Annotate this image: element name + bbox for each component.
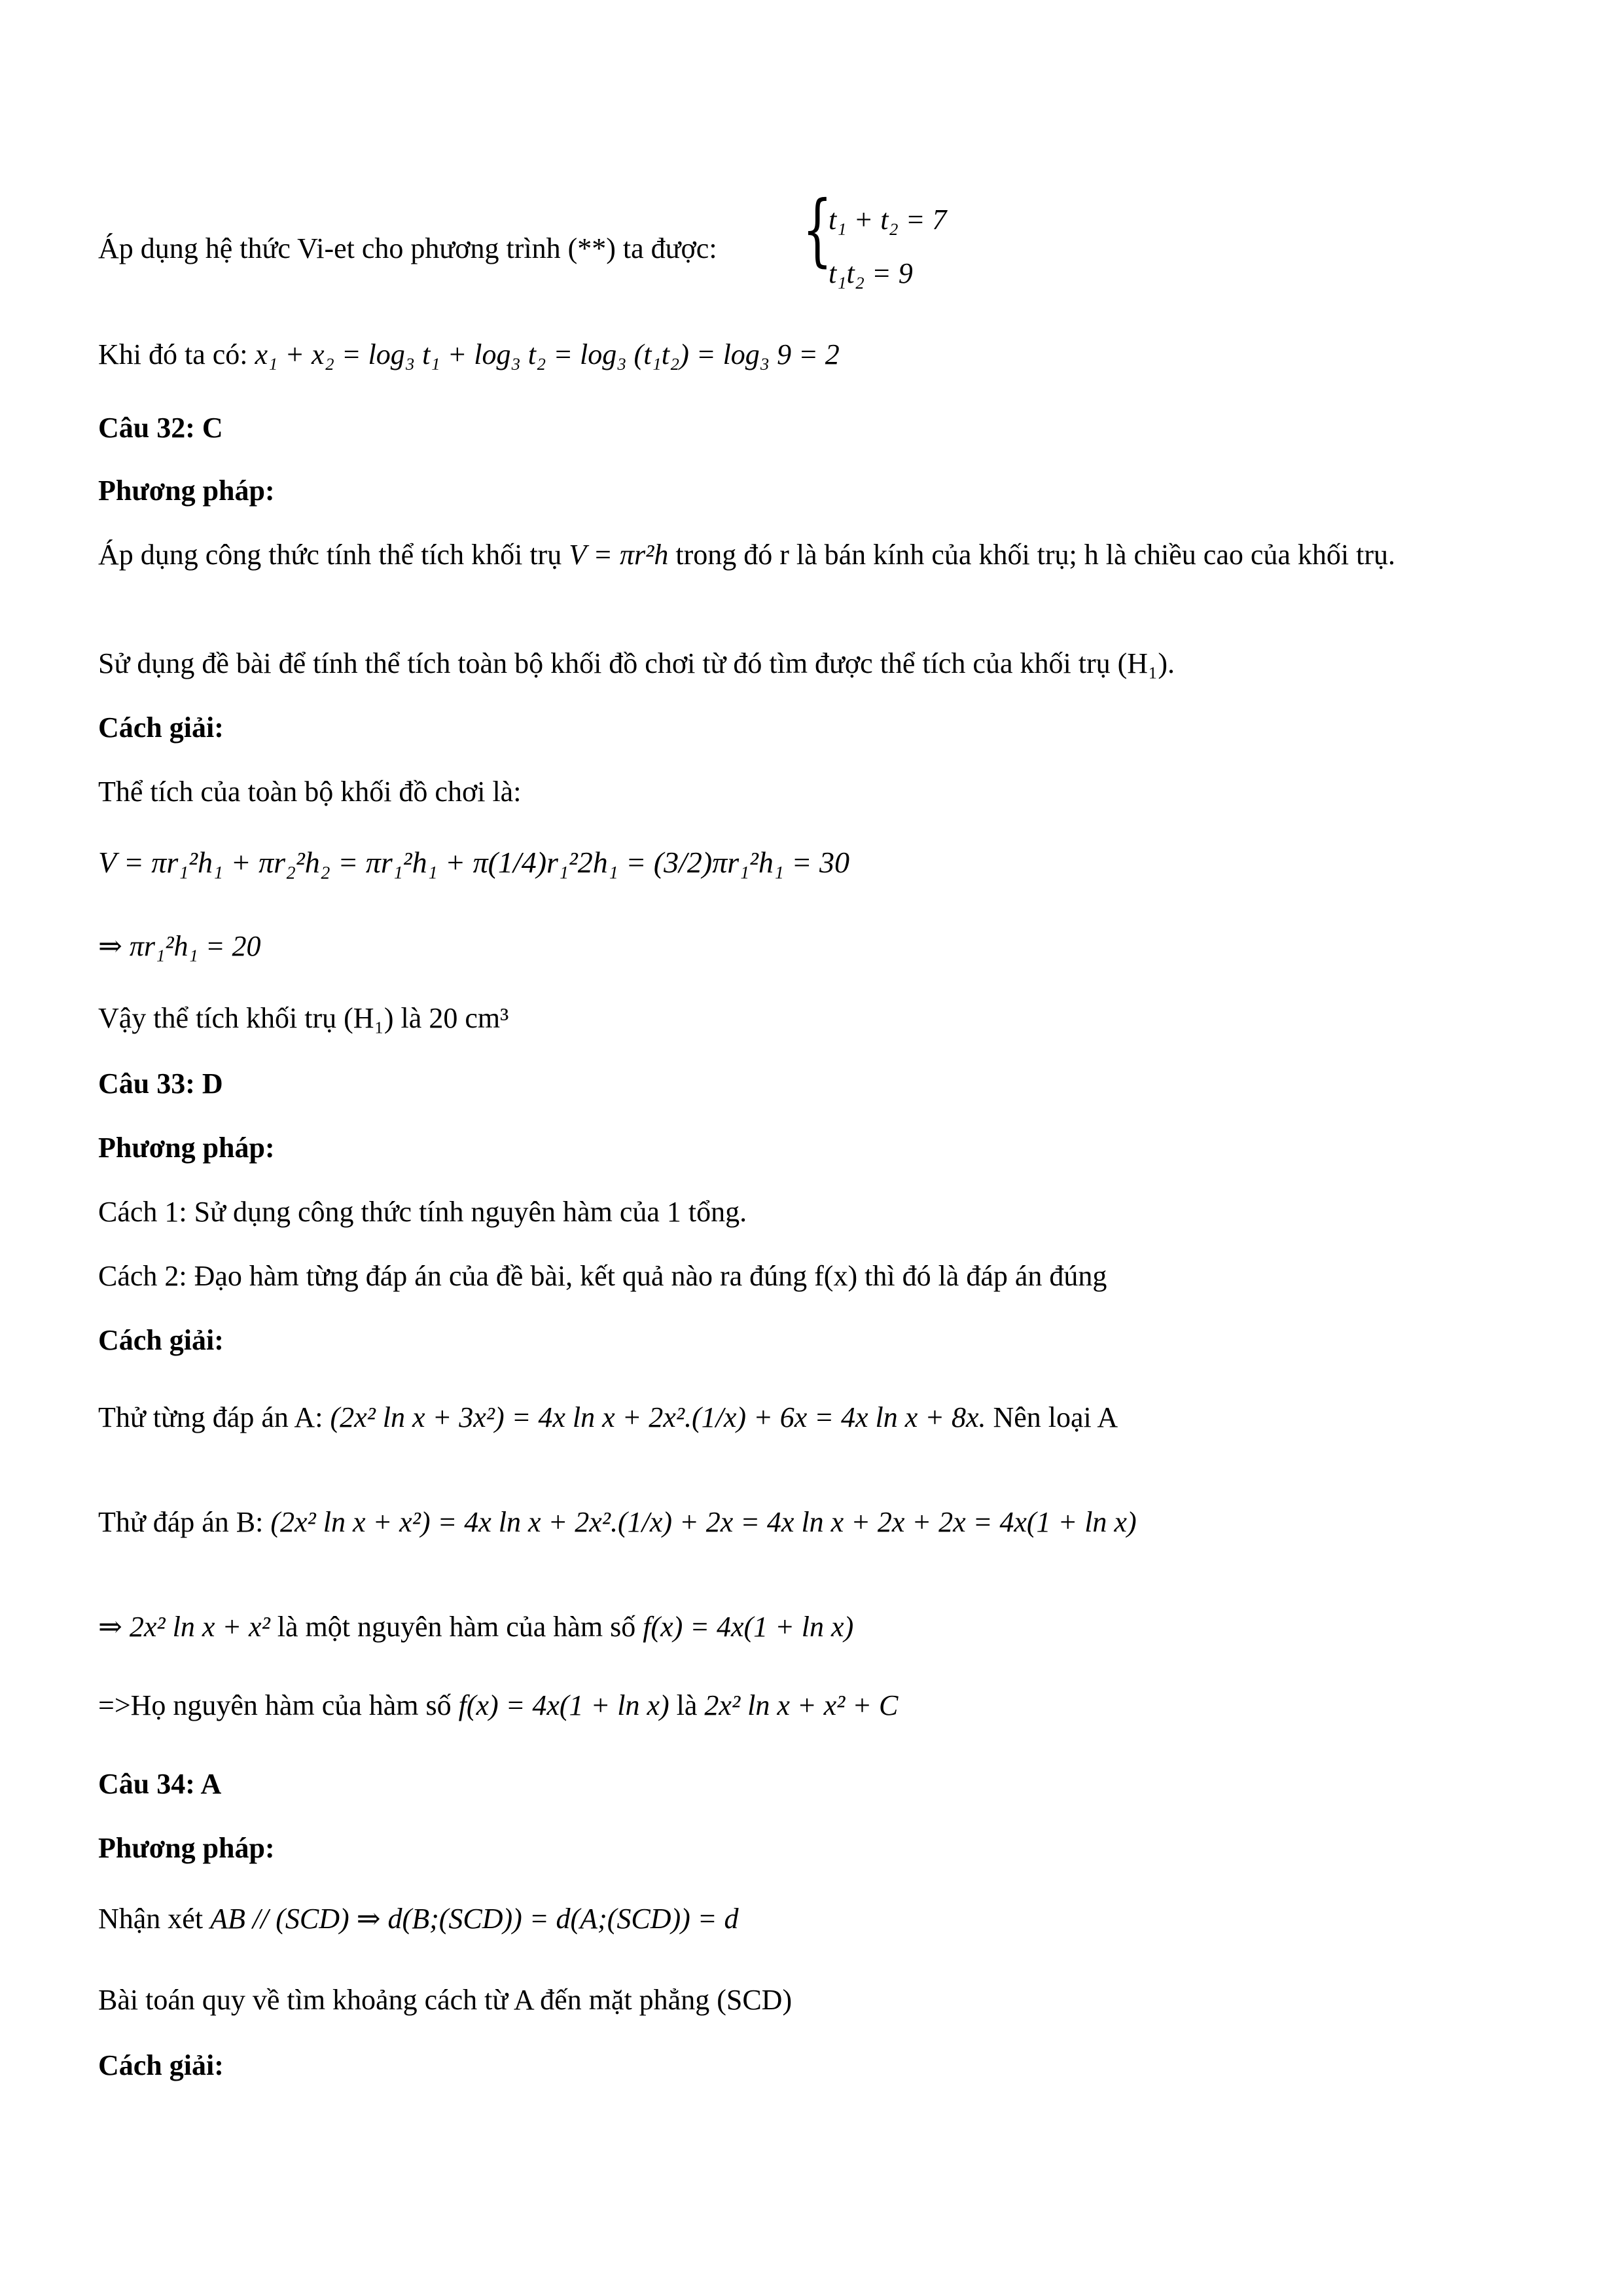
q34-method-label: Phương pháp: bbox=[98, 1832, 275, 1864]
q34-method-paragraph-2: Bài toán quy về tìm khoảng cách từ A đến mặt phẳng (SCD) bbox=[98, 1984, 793, 2016]
q33-method-way-1: Cách 1: Sử dụng công thức tính nguyên hàm của 1 tổng. bbox=[98, 1196, 747, 1228]
log-sum-prefix: Khi đó ta có: bbox=[98, 338, 248, 370]
q32-volume-result: ⇒ πr₁²h₁ = 20 bbox=[98, 930, 261, 962]
vieta-intro-text: Áp dụng hệ thức Vi-et cho phương trình (**) ta được: bbox=[98, 232, 717, 264]
q32-heading: Câu 32: C bbox=[98, 412, 223, 444]
q33-family-line: =>Họ nguyên hàm của hàm số f(x) = 4x(1 + ln x) là 2x² ln x + x² + C bbox=[98, 1689, 899, 1721]
q33-check-answer-b: Thử đáp án B: (2x² ln x + x²) = 4x ln x + 2x².(1/x) + 2x = 4x ln x + 2x + 2x = 4x(1 + ln x) bbox=[98, 1506, 1137, 1538]
q33-method-way-2: Cách 2: Đạo hàm từng đáp án của đề bài, kết quả nào ra đúng f(x) thì đó là đáp án đúng bbox=[98, 1260, 1107, 1292]
system-row-product: t₁t₂ = 9 bbox=[829, 257, 913, 289]
q33-heading: Câu 33: D bbox=[98, 1067, 223, 1100]
q33-method-label: Phương pháp: bbox=[98, 1132, 275, 1164]
q32-conclusion: Vậy thể tích khối trụ (H₁) là 20 cm³ bbox=[98, 1002, 509, 1034]
system-row-sum: t₁ + t₂ = 7 bbox=[829, 204, 947, 236]
cylinder-volume-formula: V = πr²h bbox=[569, 539, 669, 571]
q33-antiderivative-line: ⇒ 2x² ln x + x² là một nguyên hàm của hàm số f(x) = 4x(1 + ln x) bbox=[98, 1611, 854, 1643]
q34-solution-label: Cách giải: bbox=[98, 2049, 224, 2081]
q34-heading: Câu 34: A bbox=[98, 1768, 222, 1800]
q33-solution-label: Cách giải: bbox=[98, 1324, 224, 1356]
q32-method-label: Phương pháp: bbox=[98, 475, 275, 507]
q32-solution-text: Thể tích của toàn bộ khối đồ chơi là: bbox=[98, 776, 522, 808]
q32-volume-equation: V = πr₁²h₁ + πr₂²h₂ = πr₁²h₁ + π(1/4)r₁²2h₁ = (3/2)πr₁²h₁ = 30 bbox=[98, 846, 849, 879]
q34-remark-line: Nhận xét AB // (SCD) ⇒ d(B;(SCD)) = d(A;(SCD)) = d bbox=[98, 1903, 739, 1935]
answer-b-derivative: (2x² ln x + x²) = 4x ln x + 2x².(1/x) + 2x = 4x ln x + 2x + 2x = 4x(1 + ln x) bbox=[270, 1506, 1137, 1538]
q32-solution-label: Cách giải: bbox=[98, 711, 224, 744]
q32-method-paragraph-2: Sử dụng đề bài để tính thể tích toàn bộ khối đồ chơi từ đó tìm được thể tích của khối trụ (H₁). bbox=[98, 647, 1175, 679]
q33-check-answer-a: Thử từng đáp án A: (2x² ln x + 3x²) = 4x ln x + 2x².(1/x) + 6x = 4x ln x + 8x. Nên loại A bbox=[98, 1401, 1118, 1433]
distance-relation: AB // (SCD) ⇒ d(B;(SCD)) = d(A;(SCD)) = d bbox=[210, 1903, 739, 1935]
answer-a-derivative: (2x² ln x + 3x²) = 4x ln x + 2x².(1/x) + 6x = 4x ln x + 8x. bbox=[330, 1401, 986, 1433]
q32-method-paragraph-1: Áp dụng công thức tính thể tích khối trụ V = πr²h trong đó r là bán kính của khối trụ; h là chiều cao của khối trụ. bbox=[98, 539, 1396, 571]
vieta-intro-line bbox=[98, 232, 717, 266]
system-brace: { bbox=[802, 185, 832, 276]
log-sum-formula: x₁ + x₂ = log₃ t₁ + log₃ t₂ = log₃ (t₁t₂) = log₃ 9 = 2 bbox=[255, 338, 840, 370]
log-sum-line bbox=[98, 338, 840, 372]
